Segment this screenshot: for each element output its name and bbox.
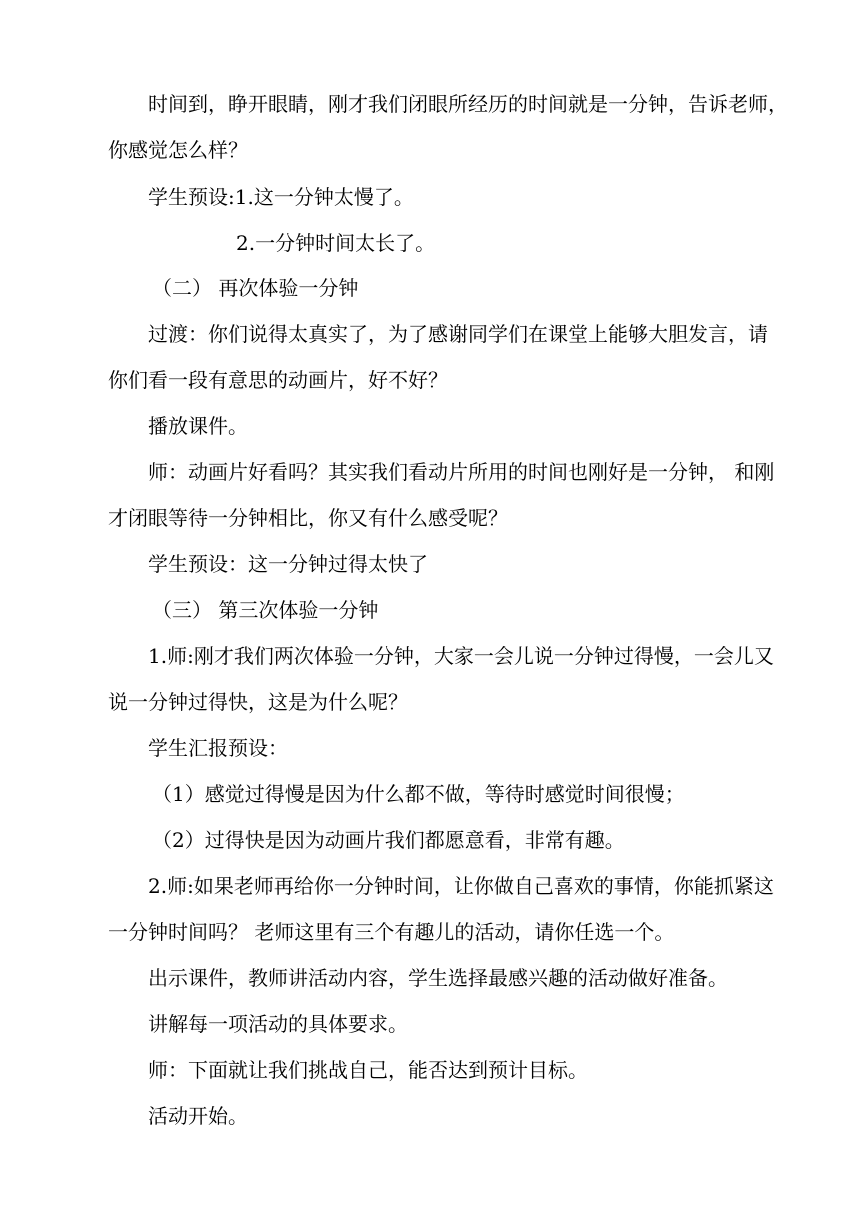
- list-item: （1）感觉过得慢是因为什么都不做，等待时感觉时间很慢；: [152, 782, 685, 806]
- paragraph-line: 你们看一段有意思的动画片，好不好？: [108, 368, 448, 392]
- paragraph-line: 你感觉怎么样？: [108, 138, 248, 162]
- paragraph-line: 学生预设：这一分钟过得太快了: [148, 552, 428, 576]
- paragraph-line: 师：动画片好看吗？其实我们看动片所用的时间也刚好是一分钟， 和刚: [148, 460, 775, 484]
- paragraph-line: 过渡：你们说得太真实了，为了感谢同学们在课堂上能够大胆发言，请: [148, 322, 768, 346]
- paragraph-line: 师：下面就让我们挑战自己，能否达到预计目标。: [148, 1058, 588, 1082]
- paragraph-line: 2.师:如果老师再给你一分钟时间，让你做自己喜欢的事情，你能抓紧这: [148, 874, 774, 898]
- paragraph-line: 说一分钟过得快，这是为什么呢？: [108, 690, 408, 714]
- section-heading: （三） 第三次体验一分钟: [152, 598, 379, 622]
- paragraph-line: 活动开始。: [148, 1104, 248, 1128]
- paragraph-line: 时间到，睁开眼睛，刚才我们闭眼所经历的时间就是一分钟，告诉老师，: [148, 92, 788, 116]
- paragraph-line: 才闭眼等待一分钟相比，你又有什么感受呢？: [108, 506, 508, 530]
- paragraph-line: 出示课件，教师讲活动内容，学生选择最感兴趣的活动做好准备。: [148, 966, 728, 990]
- list-item: （2）过得快是因为动画片我们都愿意看，非常有趣。: [152, 828, 625, 852]
- paragraph-line: 1.师:刚才我们两次体验一分钟，大家一会儿说一分钟过得慢，一会儿又: [148, 644, 774, 668]
- paragraph-line: 学生预设:1.这一分钟太慢了。: [148, 185, 414, 209]
- paragraph-line: 2.一分钟时间太长了。: [236, 231, 436, 255]
- section-heading: （二） 再次体验一分钟: [152, 276, 359, 300]
- paragraph-line: 一分钟时间吗？ 老师这里有三个有趣儿的活动，请你任选一个。: [108, 920, 675, 944]
- paragraph-line: 讲解每一项活动的具体要求。: [148, 1012, 408, 1036]
- paragraph-line: 学生汇报预设：: [148, 736, 288, 760]
- paragraph-line: 播放课件。: [148, 414, 248, 438]
